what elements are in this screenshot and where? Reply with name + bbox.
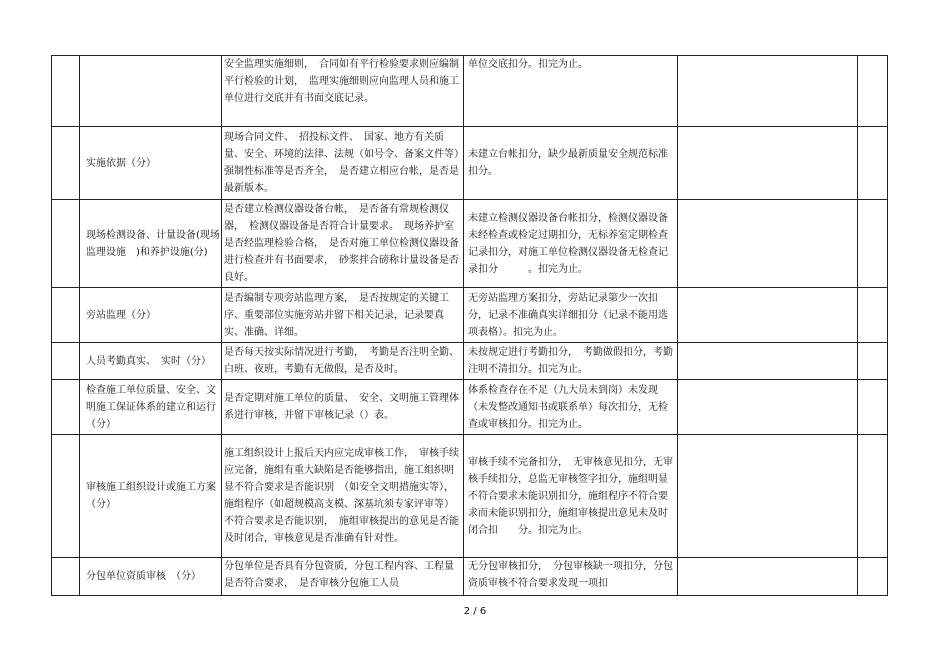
remark-cell [858, 56, 888, 127]
requirement-cell: 分包单位是否具有分包资质，分包工程内容、工程量是否符合要求， 是否审核分包施工人员 [222, 558, 464, 596]
deduction-cell: 无旁站监理方案扣分，旁站记录第少一次扣分，记录不准确真实详细扣分（记录不能用选项表格）。扣完为止。 [464, 288, 678, 343]
requirement-cell: 是否编制专项旁站监理方案， 是否按规定的关键工序、重要部位实施旁站并留下相关记录，记录要真实、准确、详细。 [222, 288, 464, 343]
index-cell [52, 127, 80, 200]
score-cell [678, 200, 858, 288]
score-cell [678, 380, 858, 435]
score-cell [678, 558, 858, 596]
category-cell [80, 56, 222, 127]
table-row [52, 288, 888, 343]
remark-cell [858, 380, 888, 435]
deduction-cell: 未按规定进行考勤扣分， 考勤做假扣分，考勤注明不清扣分。扣完为止。 [464, 343, 678, 380]
remark-cell [858, 435, 888, 558]
requirement-cell: 施工组织设计上报后天内应完成审核工作， 审核手续应完备，施组有重大缺陷是否能够指出，施工组织明显不符合要求是否能识别 （如安全文明措施实等）， 施组程序（如超规模高支模、深基坑须专家评审等） 不符合要求是否能识别， 施组审核提出的意见是否能及时闭合，审核意见是否准确有针对性。 [222, 435, 464, 558]
deduction-cell: 未建立检测仪器设备台帐扣分，检测仪器设备未经检查或检定过期扣分，无标养室定期检查记录扣分，对施工单位检测仪器设备无检查记录扣分 。扣完为止。 [464, 200, 678, 288]
index-cell [52, 380, 80, 435]
table-row [52, 343, 888, 380]
score-cell [678, 435, 858, 558]
score-cell [678, 288, 858, 343]
index-cell [52, 56, 80, 127]
category-cell: 人员考勤真实、 实时（分） [80, 343, 222, 380]
category-cell: 审核施工组织设计或施工方案（分） [80, 435, 222, 558]
score-cell [678, 56, 858, 127]
score-cell [678, 343, 858, 380]
table-row [52, 558, 888, 596]
table-row [52, 435, 888, 558]
index-cell [52, 200, 80, 288]
requirement-cell: 是否每天按实际情况进行考勤， 考勤是否注明全勤、白班、夜班，考勤有无做假，是否及时。 [222, 343, 464, 380]
index-cell [52, 558, 80, 596]
requirement-cell: 现场合同文件、 招投标文件、 国家、地方有关质量、安全、环境的法律、法规（如号令、备案文件等）强制性标准等是否齐全， 是否建立相应台帐，是否是最新版本。 [222, 127, 464, 200]
remark-cell [858, 200, 888, 288]
remark-cell [858, 127, 888, 200]
category-cell: 分包单位资质审核 （分） [80, 558, 222, 596]
table-row [52, 200, 888, 288]
table-row [52, 127, 888, 200]
requirement-cell: 安全监理实施细则， 合同如有平行检验要求则应编制平行检验的计划， 监理实施细则应向监理人员和施工单位进行交底并有书面交底记录。 [222, 56, 464, 127]
remark-cell [858, 558, 888, 596]
deduction-cell: 无分包审核扣分， 分包审核缺一项扣分，分包资质审核不符合要求发现一项扣 [464, 558, 678, 596]
deduction-cell: 单位交底扣分。扣完为止。 [464, 56, 678, 127]
index-cell [52, 435, 80, 558]
category-cell: 检查施工单位质量、安全、文明施工保证体系的建立和运行（分） [80, 380, 222, 435]
requirement-cell: 是否定期对施工单位的质量、 安全、文明施工管理体系进行审核，并留下审核记录（）表。 [222, 380, 464, 435]
category-cell: 实施依据（分） [80, 127, 222, 200]
deduction-cell: 审核手续不完备扣分， 无审核意见扣分，无审核手续扣分，总监无审核签字扣分，施组明显不符合要求未能识别扣分，施组程序不符合要求而未能识别扣分，施组审核提出意见未及时闭合扣 分。扣完为止。 [464, 435, 678, 558]
deduction-cell: 体系检查存在不足（九大员未到岗）未发现（未发整改通知书或联系单）每次扣分，无检查或审核扣分。扣完为止。 [464, 380, 678, 435]
table-row [52, 56, 888, 127]
index-cell [52, 343, 80, 380]
category-cell: 现场检测设备、计量设备(现场监理设施 )和养护设施(分) [80, 200, 222, 288]
score-cell [678, 127, 858, 200]
table-row [52, 380, 888, 435]
deduction-cell: 未建立台帐扣分，缺少最新质量安全规范标准扣分。 [464, 127, 678, 200]
page-number: 2 / 6 [463, 606, 487, 617]
evaluation-table [51, 55, 888, 596]
requirement-cell: 是否建立检测仪器设备台帐， 是否备有常规检测仪器， 检测仪器设备是否符合计量要求。 现场养护室是否经监理检验合格， 是否对施工单位检测仪器设备进行检查并有书面要求， 砂浆拌合磅称计量设备是否良好。 [222, 200, 464, 288]
remark-cell [858, 343, 888, 380]
remark-cell [858, 288, 888, 343]
index-cell [52, 288, 80, 343]
category-cell: 旁站监理（分） [80, 288, 222, 343]
